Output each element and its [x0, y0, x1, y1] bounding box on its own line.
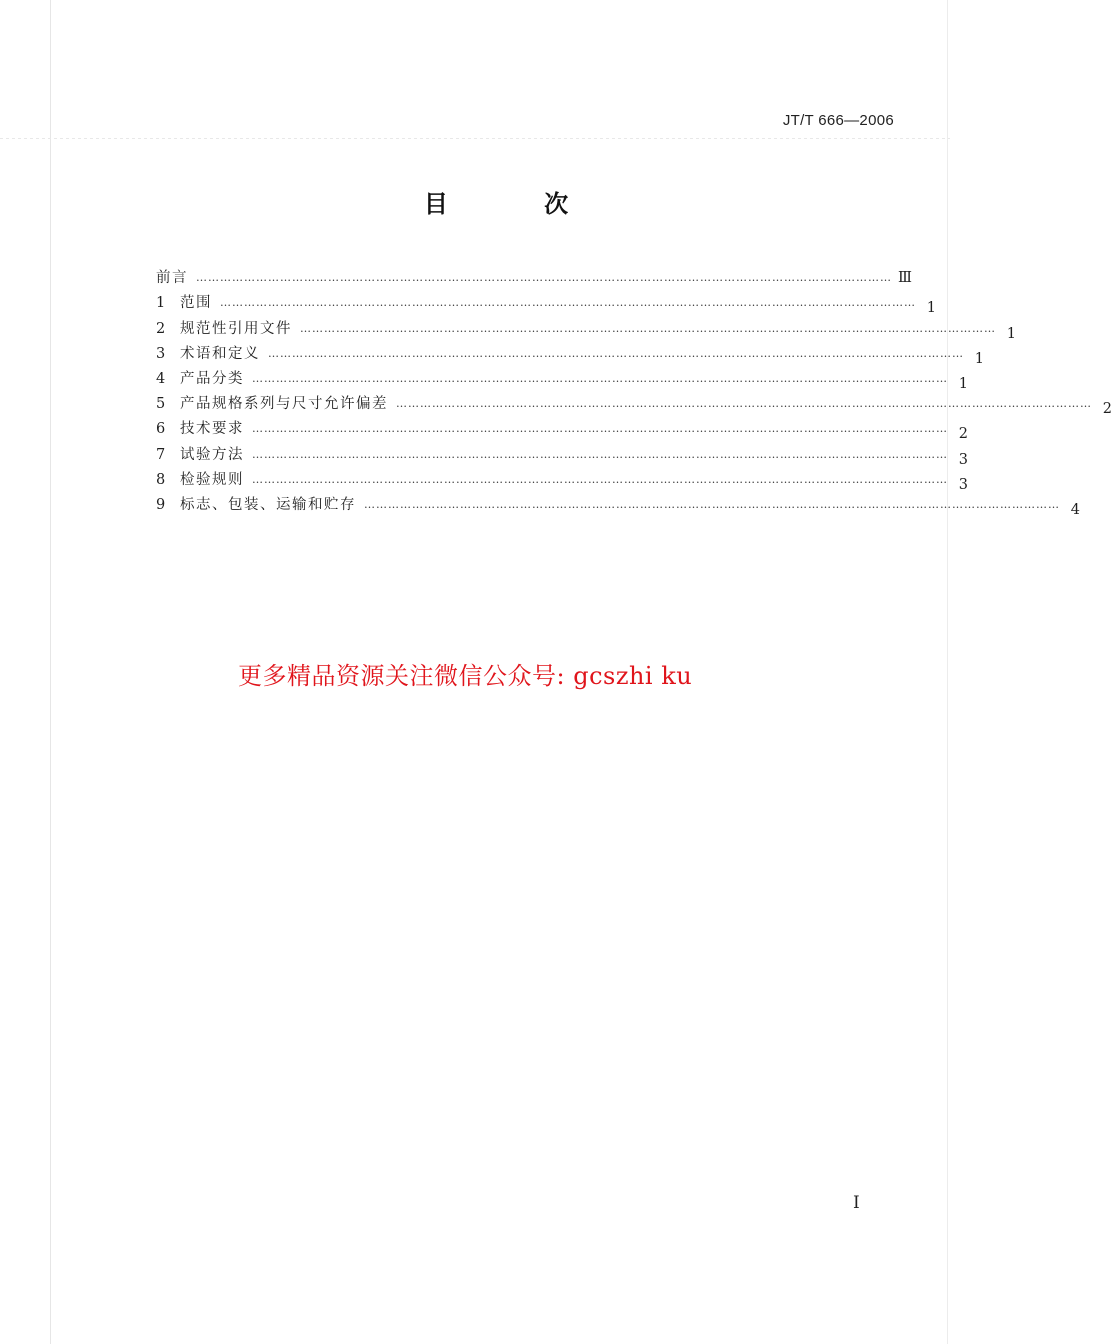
toc-entry-label: 范围 — [180, 295, 212, 312]
toc-entry-label: 前言 — [156, 270, 188, 287]
toc-entry[interactable] — [156, 464, 968, 493]
toc-entry-number: 2 — [156, 320, 166, 337]
toc-entry-label: 术语和定义 — [180, 345, 260, 362]
toc-entry-number: 5 — [156, 396, 166, 413]
toc-entry[interactable] — [156, 489, 1080, 518]
toc-leader-dots: ………………………………………………………………………………………………………………………………………………………… — [268, 346, 964, 360]
toc-entry-number: 3 — [156, 345, 166, 362]
toc-entry-number: 4 — [156, 370, 166, 387]
toc-leader-dots: ………………………………………………………………………………………………………………………………………………………… — [300, 321, 996, 335]
toc-entry[interactable] — [156, 363, 968, 392]
toc-entry-page: 3 — [958, 451, 968, 468]
toc-entry-label: 检验规则 — [180, 471, 244, 488]
toc-entry-label: 规范性引用文件 — [180, 320, 292, 337]
toc-leader-dots: ………………………………………………………………………………………………………………………………………………………… — [220, 296, 916, 310]
toc-entry-number: 9 — [156, 496, 166, 513]
page-title: 目 次 — [423, 190, 613, 218]
toc-entry-page: 1 — [958, 375, 968, 392]
toc-entry[interactable] — [156, 262, 912, 287]
toc-entry[interactable] — [156, 413, 968, 443]
toc-leader-dots: ………………………………………………………………………………………………………………………………………………………… — [252, 422, 948, 436]
toc-leader-dots: ………………………………………………………………………………………………………………………………………………………… — [364, 497, 1060, 511]
toc-entry-page: Ⅲ — [898, 270, 912, 287]
toc-entry[interactable] — [156, 312, 1016, 342]
toc-entry[interactable] — [156, 438, 968, 468]
toc-entry[interactable] — [156, 338, 984, 367]
toc-entry-page: 2 — [1102, 401, 1112, 418]
toc-entry-page: 3 — [958, 476, 968, 493]
page-number: I — [853, 1193, 860, 1213]
toc-leader-dots: ………………………………………………………………………………………………………………………………………………………… — [252, 447, 948, 461]
toc-entry-page: 1 — [974, 350, 984, 367]
toc-entry-label: 技术要求 — [180, 421, 244, 438]
toc-entry[interactable] — [156, 388, 1112, 418]
toc-entry-label: 标志、包装、运输和贮存 — [180, 496, 356, 513]
toc-entry-number: 7 — [156, 446, 166, 463]
toc-entry-label: 产品规格系列与尺寸允许偏差 — [180, 396, 388, 413]
toc-entry-label: 产品分类 — [180, 370, 244, 387]
toc-entry-number: 6 — [156, 421, 166, 438]
toc-leader-dots: ………………………………………………………………………………………………………………………………………………………… — [396, 397, 1092, 411]
toc-entry-page: 1 — [926, 300, 936, 317]
scan-edge-top — [0, 138, 950, 139]
toc-entry-page: 4 — [1070, 501, 1080, 518]
toc-entry-page: 1 — [1006, 325, 1016, 342]
toc-entry-label: 试验方法 — [180, 446, 244, 463]
toc-leader-dots: ………………………………………………………………………………………………………………………………………………………… — [252, 371, 948, 385]
table-of-contents — [156, 262, 1112, 518]
toc-entry-page: 2 — [958, 426, 968, 443]
toc-leader-dots: ………………………………………………………………………………………………………………………………………………………… — [196, 271, 892, 285]
toc-entry-number: 1 — [156, 295, 166, 312]
toc-entry[interactable] — [156, 287, 936, 317]
promo-watermark-text: 更多精品资源关注微信公众号: gcszhi ku — [238, 662, 693, 690]
toc-entry-number: 8 — [156, 471, 166, 488]
toc-leader-dots: ………………………………………………………………………………………………………………………………………………………… — [252, 472, 948, 486]
standard-code: JT/T 666—2006 — [782, 112, 894, 129]
